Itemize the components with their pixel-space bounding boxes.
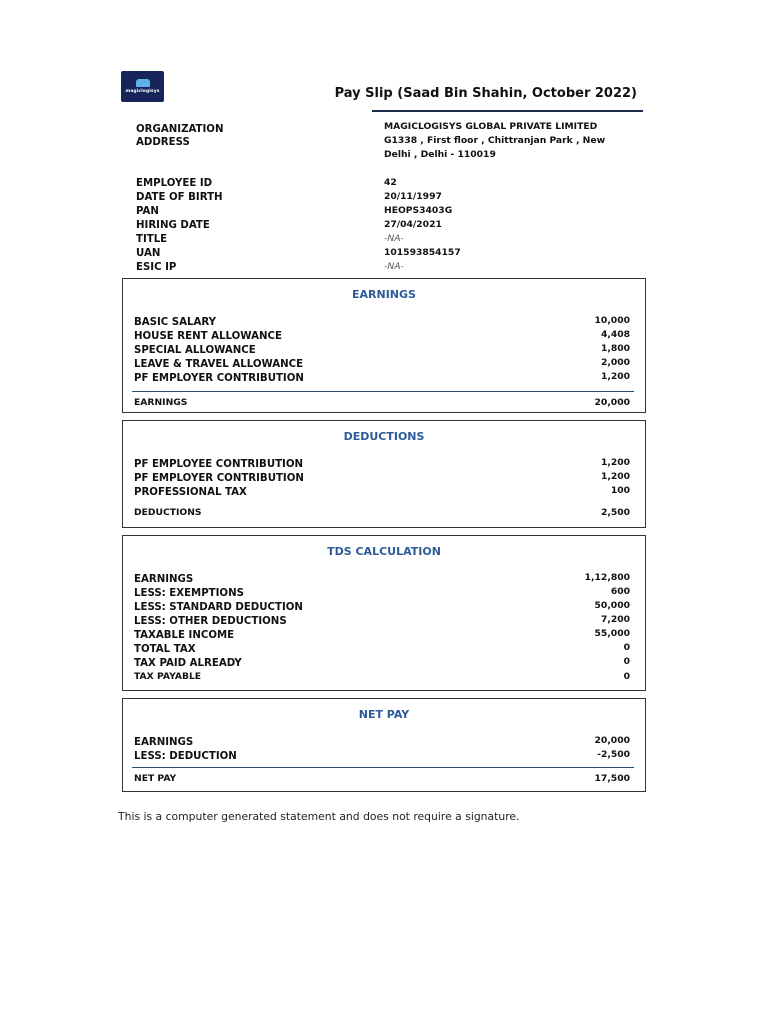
info-row-pan <box>136 205 636 219</box>
section-heading: TDS CALCULATION <box>327 545 441 558</box>
row-amount: 100 <box>610 485 630 496</box>
earnings-total <box>132 391 634 413</box>
info-row-esic-ip <box>136 261 636 275</box>
row-label: LEAVE & TRAVEL ALLOWANCE <box>134 359 304 370</box>
title-divider <box>372 110 643 112</box>
row-label: LESS: EXEMPTIONS <box>134 588 244 599</box>
info-label: EMPLOYEE ID <box>136 178 213 189</box>
row-amount: 50,000 <box>594 600 630 611</box>
deductions-total <box>132 502 634 524</box>
row-amount: 55,000 <box>594 628 630 639</box>
total-amount: 17,500 <box>594 773 630 784</box>
logo-mark-icon <box>136 79 150 87</box>
total-amount: 2,500 <box>600 507 630 518</box>
info-label: PAN <box>136 206 159 217</box>
deductions-row <box>134 458 630 472</box>
row-amount: -2,500 <box>597 749 630 760</box>
info-value: -NA- <box>384 261 404 272</box>
row-label: PROFESSIONAL TAX <box>134 487 247 498</box>
info-label: TITLE <box>136 234 168 245</box>
footer-note: This is a computer generated statement and does not require a signature. <box>118 810 520 823</box>
tds-row <box>134 615 630 629</box>
info-value: G1338 , First floor , Chittranjan Park , New Delhi , Delhi - 110019 <box>384 135 606 160</box>
row-amount: 2,000 <box>600 357 630 368</box>
total-label: DEDUCTIONS <box>134 507 202 518</box>
row-label: PF EMPLOYER CONTRIBUTION <box>134 473 304 484</box>
info-row-hiring-date <box>136 219 636 233</box>
row-label: LESS: OTHER DEDUCTIONS <box>134 616 287 627</box>
info-value: -NA- <box>384 233 404 244</box>
tds-section <box>122 535 646 691</box>
row-amount: 1,800 <box>600 343 630 354</box>
info-row-title <box>136 233 636 247</box>
info-label: ADDRESS <box>136 137 190 148</box>
info-value: 27/04/2021 <box>384 219 442 230</box>
total-label: NET PAY <box>134 773 177 784</box>
info-value: HEOPS3403G <box>384 205 453 216</box>
tds-row <box>134 587 630 601</box>
logo-text: magiclogisys <box>125 89 160 94</box>
page-title: Pay Slip (Saad Bin Shahin, October 2022) <box>334 86 637 101</box>
section-heading: DEDUCTIONS <box>343 430 425 443</box>
info-row-employee-id <box>136 177 636 191</box>
section-heading: NET PAY <box>358 708 410 721</box>
row-label: TAXABLE INCOME <box>134 630 235 641</box>
info-value: MAGICLOGISYS GLOBAL PRIVATE LIMITED <box>384 121 598 132</box>
deductions-items <box>134 458 630 500</box>
tds-row-tax-payable <box>134 671 630 683</box>
earnings-section <box>122 278 646 413</box>
row-amount: 1,200 <box>600 371 630 382</box>
tds-row <box>134 657 630 671</box>
row-label: SPECIAL ALLOWANCE <box>134 345 256 356</box>
employee-info <box>136 122 636 275</box>
tds-row <box>134 601 630 615</box>
tds-row <box>134 573 630 587</box>
tds-row <box>134 643 630 657</box>
info-label: UAN <box>136 248 161 259</box>
earnings-row <box>134 330 630 344</box>
info-row-date-of-birth <box>136 191 636 205</box>
row-label: PF EMPLOYER CONTRIBUTION <box>134 373 304 384</box>
info-label: ORGANIZATION <box>136 124 224 135</box>
earnings-row <box>134 358 630 372</box>
row-label: LESS: STANDARD DEDUCTION <box>134 602 303 613</box>
row-amount: 600 <box>610 586 630 597</box>
net-pay-section <box>122 698 646 792</box>
deductions-row <box>134 472 630 486</box>
row-amount: 0 <box>623 656 630 667</box>
deductions-row <box>134 486 630 500</box>
row-label: BASIC SALARY <box>134 317 217 328</box>
net-pay-row <box>134 750 630 764</box>
row-label: PF EMPLOYEE CONTRIBUTION <box>134 459 304 470</box>
net-pay-items <box>134 736 630 764</box>
info-value: 101593854157 <box>384 247 461 258</box>
company-logo <box>121 71 164 102</box>
row-amount: 20,000 <box>594 735 630 746</box>
info-label: DATE OF BIRTH <box>136 192 223 203</box>
row-amount: 10,000 <box>594 315 630 326</box>
info-row-address <box>136 136 636 177</box>
deductions-section <box>122 420 646 528</box>
row-label: EARNINGS <box>134 574 194 585</box>
row-amount: 1,200 <box>600 457 630 468</box>
total-label: EARNINGS <box>134 397 188 408</box>
row-label: TAX PAYABLE <box>134 671 202 682</box>
tds-row <box>134 629 630 643</box>
earnings-row <box>134 372 630 386</box>
info-label: HIRING DATE <box>136 220 210 231</box>
tds-items <box>134 573 630 683</box>
section-heading: EARNINGS <box>352 288 416 301</box>
total-amount: 20,000 <box>594 397 630 408</box>
net-pay-total <box>132 767 634 789</box>
row-amount: 7,200 <box>600 614 630 625</box>
row-label: TOTAL TAX <box>134 644 196 655</box>
row-amount: 4,408 <box>600 329 630 340</box>
info-value: 20/11/1997 <box>384 191 442 202</box>
row-label: HOUSE RENT ALLOWANCE <box>134 331 282 342</box>
row-label: LESS: DEDUCTION <box>134 751 237 762</box>
row-label: TAX PAID ALREADY <box>134 658 242 669</box>
row-amount: 1,12,800 <box>584 572 630 583</box>
info-value: 42 <box>384 177 397 188</box>
info-label: ESIC IP <box>136 262 177 273</box>
net-pay-row <box>134 736 630 750</box>
row-amount: 0 <box>623 671 630 682</box>
earnings-items <box>134 316 630 386</box>
row-amount: 1,200 <box>600 471 630 482</box>
row-amount: 0 <box>623 642 630 653</box>
row-label: EARNINGS <box>134 737 194 748</box>
info-row-uan <box>136 247 636 261</box>
earnings-row <box>134 344 630 358</box>
earnings-row <box>134 316 630 330</box>
